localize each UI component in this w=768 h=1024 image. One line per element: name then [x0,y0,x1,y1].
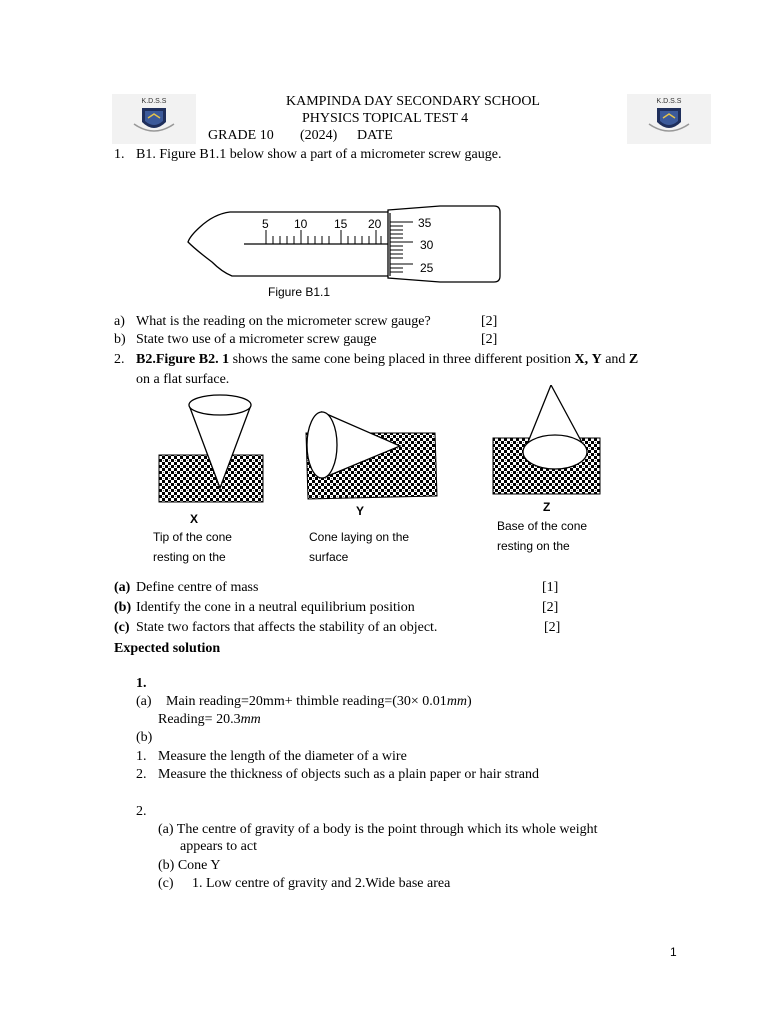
q2c-marker: (c) [114,620,130,635]
q2a-marks: [1] [542,580,559,595]
sol1a-marker: (a) [136,694,152,709]
cone-z-caption-2: resting on the [497,539,570,553]
q2c-text: State two factors that affects the stability of an object. [136,620,438,635]
q1a-text: What is the reading on the micrometer screw gauge? [136,314,431,329]
thimble-scale-label: 30 [420,238,434,252]
sol1a-expression: Main reading=20mm+ thimble reading=(30× 0.01 [166,694,447,709]
sol1a-close: ) [467,694,472,709]
page-number: 1 [670,945,677,959]
cone-figure [150,385,610,510]
q1b-text: State two use of a micrometer screw gauge [136,332,377,347]
cone-x-caption-1: Tip of the cone [153,530,232,544]
q2-and: and [601,352,629,367]
q2-text-line2: on a flat surface. [136,372,230,387]
sol1b-use2-number: 2. [136,767,147,782]
cone-z-label: Z [543,500,551,514]
test-title: PHYSICS TOPICAL TEST 4 [302,111,469,126]
cone-x-caption-2: resting on the [153,550,226,564]
thimble-scale-label: 25 [420,261,434,275]
q1-text: B1. Figure B1.1 below show a part of a micrometer screw gauge. [136,147,502,162]
q2c-marks: [2] [544,620,561,635]
cone-x-label: X [190,512,199,526]
sol1b-use1: Measure the length of the diameter of a wire [158,749,407,764]
sol1-reading [158,712,261,728]
q2-lead-bold: B2.Figure B2. 1 [136,352,230,367]
q1b-marks: [2] [481,332,498,347]
q2-z: Z [628,352,639,367]
school-name: KAMPINDA DAY SECONDARY SCHOOL [286,94,540,109]
q2-number: 2. [114,352,125,367]
micrometer-figure [180,205,510,305]
sol2-number: 2. [136,804,147,819]
sol1-number: 1. [136,676,147,691]
sol2a-line2: appears to act [180,839,257,854]
sol2b: (b) Cone Y [158,858,221,873]
cone-y-label: Y [356,504,365,518]
q2-lead-rest: shows the same cone being placed in three different position [229,352,575,367]
q2a-marker: (a) [114,580,131,595]
sol1-reading-label: Reading= [158,712,217,727]
cone-y-caption-2: surface [309,550,349,564]
q2-text [136,352,638,368]
q1b-marker: b) [114,332,126,347]
school-logo-right [627,94,711,144]
grade-label: GRADE 10 [208,128,274,143]
sol1-reading-value: 20.3 [216,712,241,727]
sol1-reading-unit: mm [240,712,261,727]
q2b-marker: (b) [114,600,132,615]
sol1b-use2: Measure the thickness of objects such as a plain paper or hair strand [158,767,539,782]
q2b-text: Identify the cone in a neutral equilibrium position [136,600,415,615]
date-label: DATE [357,128,393,143]
sol2a-line1: (a) The centre of gravity of a body is the point through which its whole weight [158,822,598,837]
svg-text:K.D.S.S: K.D.S.S [141,98,167,105]
thimble-scale-label: 35 [418,216,432,230]
svg-text:K.D.S.S: K.D.S.S [656,98,682,105]
cone-y-caption-1: Cone laying on the [309,530,410,544]
q2b-marks: [2] [542,600,559,615]
cone-z-caption-1: Base of the cone [497,519,588,533]
year-label: (2024) [300,128,338,143]
sol1a-text [166,694,472,710]
q1-number: 1. [114,147,125,162]
main-scale-label: 15 [334,217,348,231]
sol1a-unit: mm [446,694,468,709]
q1a-marker: a) [114,314,125,329]
sol2c-marker: (c) [158,876,174,891]
solution-heading: Expected solution [114,641,221,656]
main-scale-label: 5 [262,217,269,231]
q2-x: X, [574,352,589,367]
sol2c-text: 1. Low centre of gravity and 2.Wide base area [192,876,451,891]
main-scale-label: 20 [368,217,382,231]
sol1b-use1-number: 1. [136,749,147,764]
q2-y: Y [591,352,602,367]
figure-b1-caption: Figure B1.1 [268,285,331,299]
q1a-marks: [2] [481,314,498,329]
main-scale-label: 10 [294,217,308,231]
q2a-text: Define centre of mass [136,580,259,595]
school-logo-left [112,94,196,144]
sol1b-marker: (b) [136,730,153,745]
